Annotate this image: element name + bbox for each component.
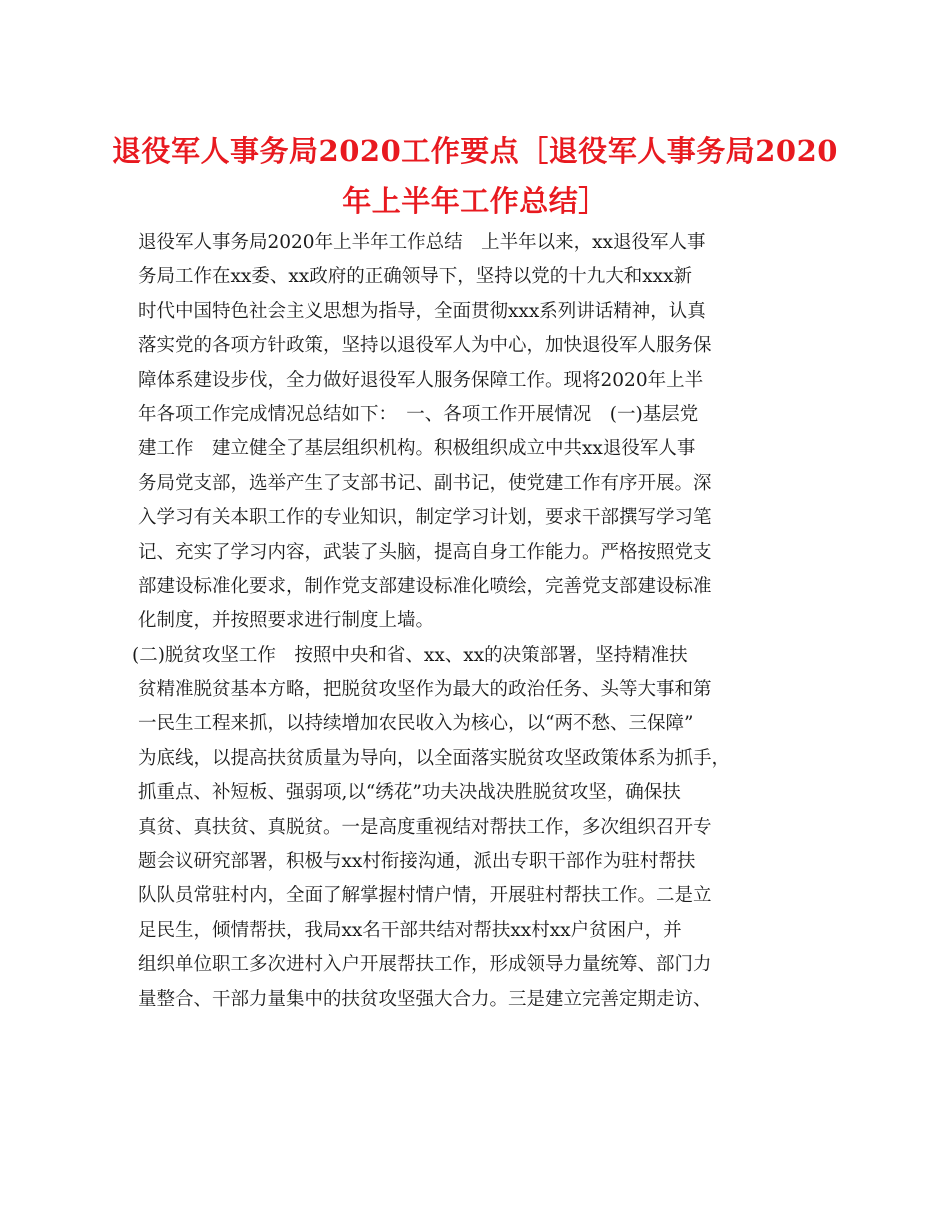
body-line: 贫精准脱贫基本方略，把脱贫攻坚作为最大的政治任务、头等大事和第 [138, 679, 712, 701]
body-line: 抓重点、补短板、强弱项,以“绣花”功夫决战决胜脱贫攻坚，确保扶 [138, 782, 681, 804]
body-line: 队队员常驻村内，全面了解掌握村情户情，开展驻村帮扶工作。二是立 [138, 885, 712, 907]
body-line: 足民生，倾情帮扶，我局xx名干部共结对帮扶xx村xx户贫困户，并 [138, 919, 682, 941]
body-line: 题会议研究部署，积极与xx村衔接沟通，派出专职干部作为驻村帮扶 [138, 851, 696, 873]
body-line: 一民生工程来抓，以持续增加农民收入为核心，以“两不愁、三保障” [138, 713, 694, 735]
body-line: 量整合、干部力量集中的扶贫攻坚强大合力。三是建立完善定期走访、 [138, 988, 712, 1010]
body-line: 组织单位职工多次进村入户开展帮扶工作，形成领导力量统筹、部门力 [138, 954, 712, 976]
body-line: 务局党支部，选举产生了支部书记、副书记，使党建工作有序开展。深 [138, 472, 712, 494]
body-line: 部建设标准化要求，制作党支部建设标准化喷绘，完善党支部建设标准 [138, 575, 712, 597]
title-line-1: 退役军人事务局2020工作要点［退役军人事务局2020 [112, 134, 838, 168]
body-line: 退役军人事务局2020年上半年工作总结 上半年以来，xx退役军人事 [138, 232, 706, 253]
body-line: 建工作 建立健全了基层组织机构。积极组织成立中共xx退役军人事 [138, 438, 696, 460]
body-line: 化制度，并按照要求进行制度上墙。 [138, 610, 435, 632]
body-line: 障体系建设步伐，全力做好退役军人服务保障工作。现将2020年上半 [138, 369, 704, 391]
section-heading-line: (二)脱贫攻坚工作 按照中央和省、xx、xx的决策部署，坚持精准扶 [132, 644, 688, 666]
body-line: 年各项工作完成情况总结如下： 一、各项工作开展情况 (一)基层党 [138, 403, 699, 425]
body-line: 务局工作在xx委、xx政府的正确领导下，坚持以党的十九大和xxx新 [138, 266, 693, 288]
body-line: 真贫、真扶贫、真脱贫。一是高度重视结对帮扶工作，多次组织召开专 [138, 816, 712, 838]
body-line: 为底线，以提高扶贫质量为导向，以全面落实脱贫攻坚政策体系为抓手， [138, 747, 731, 769]
body-line: 落实党的各项方针政策，坚持以退役军人为中心，加快退役军人服务保 [138, 335, 712, 357]
body-line: 入学习有关本职工作的专业知识，制定学习计划，要求干部撰写学习笔 [138, 507, 712, 529]
document-title [95, 126, 855, 226]
document-body [132, 226, 828, 1017]
title-line-2: 年上半年工作总结］ [342, 184, 608, 218]
body-line: 时代中国特色社会主义思想为指导，全面贯彻xxx系列讲话精神，认真 [138, 300, 706, 322]
body-line: 记、充实了学习内容，武装了头脑，提高自身工作能力。严格按照党支 [138, 541, 712, 563]
